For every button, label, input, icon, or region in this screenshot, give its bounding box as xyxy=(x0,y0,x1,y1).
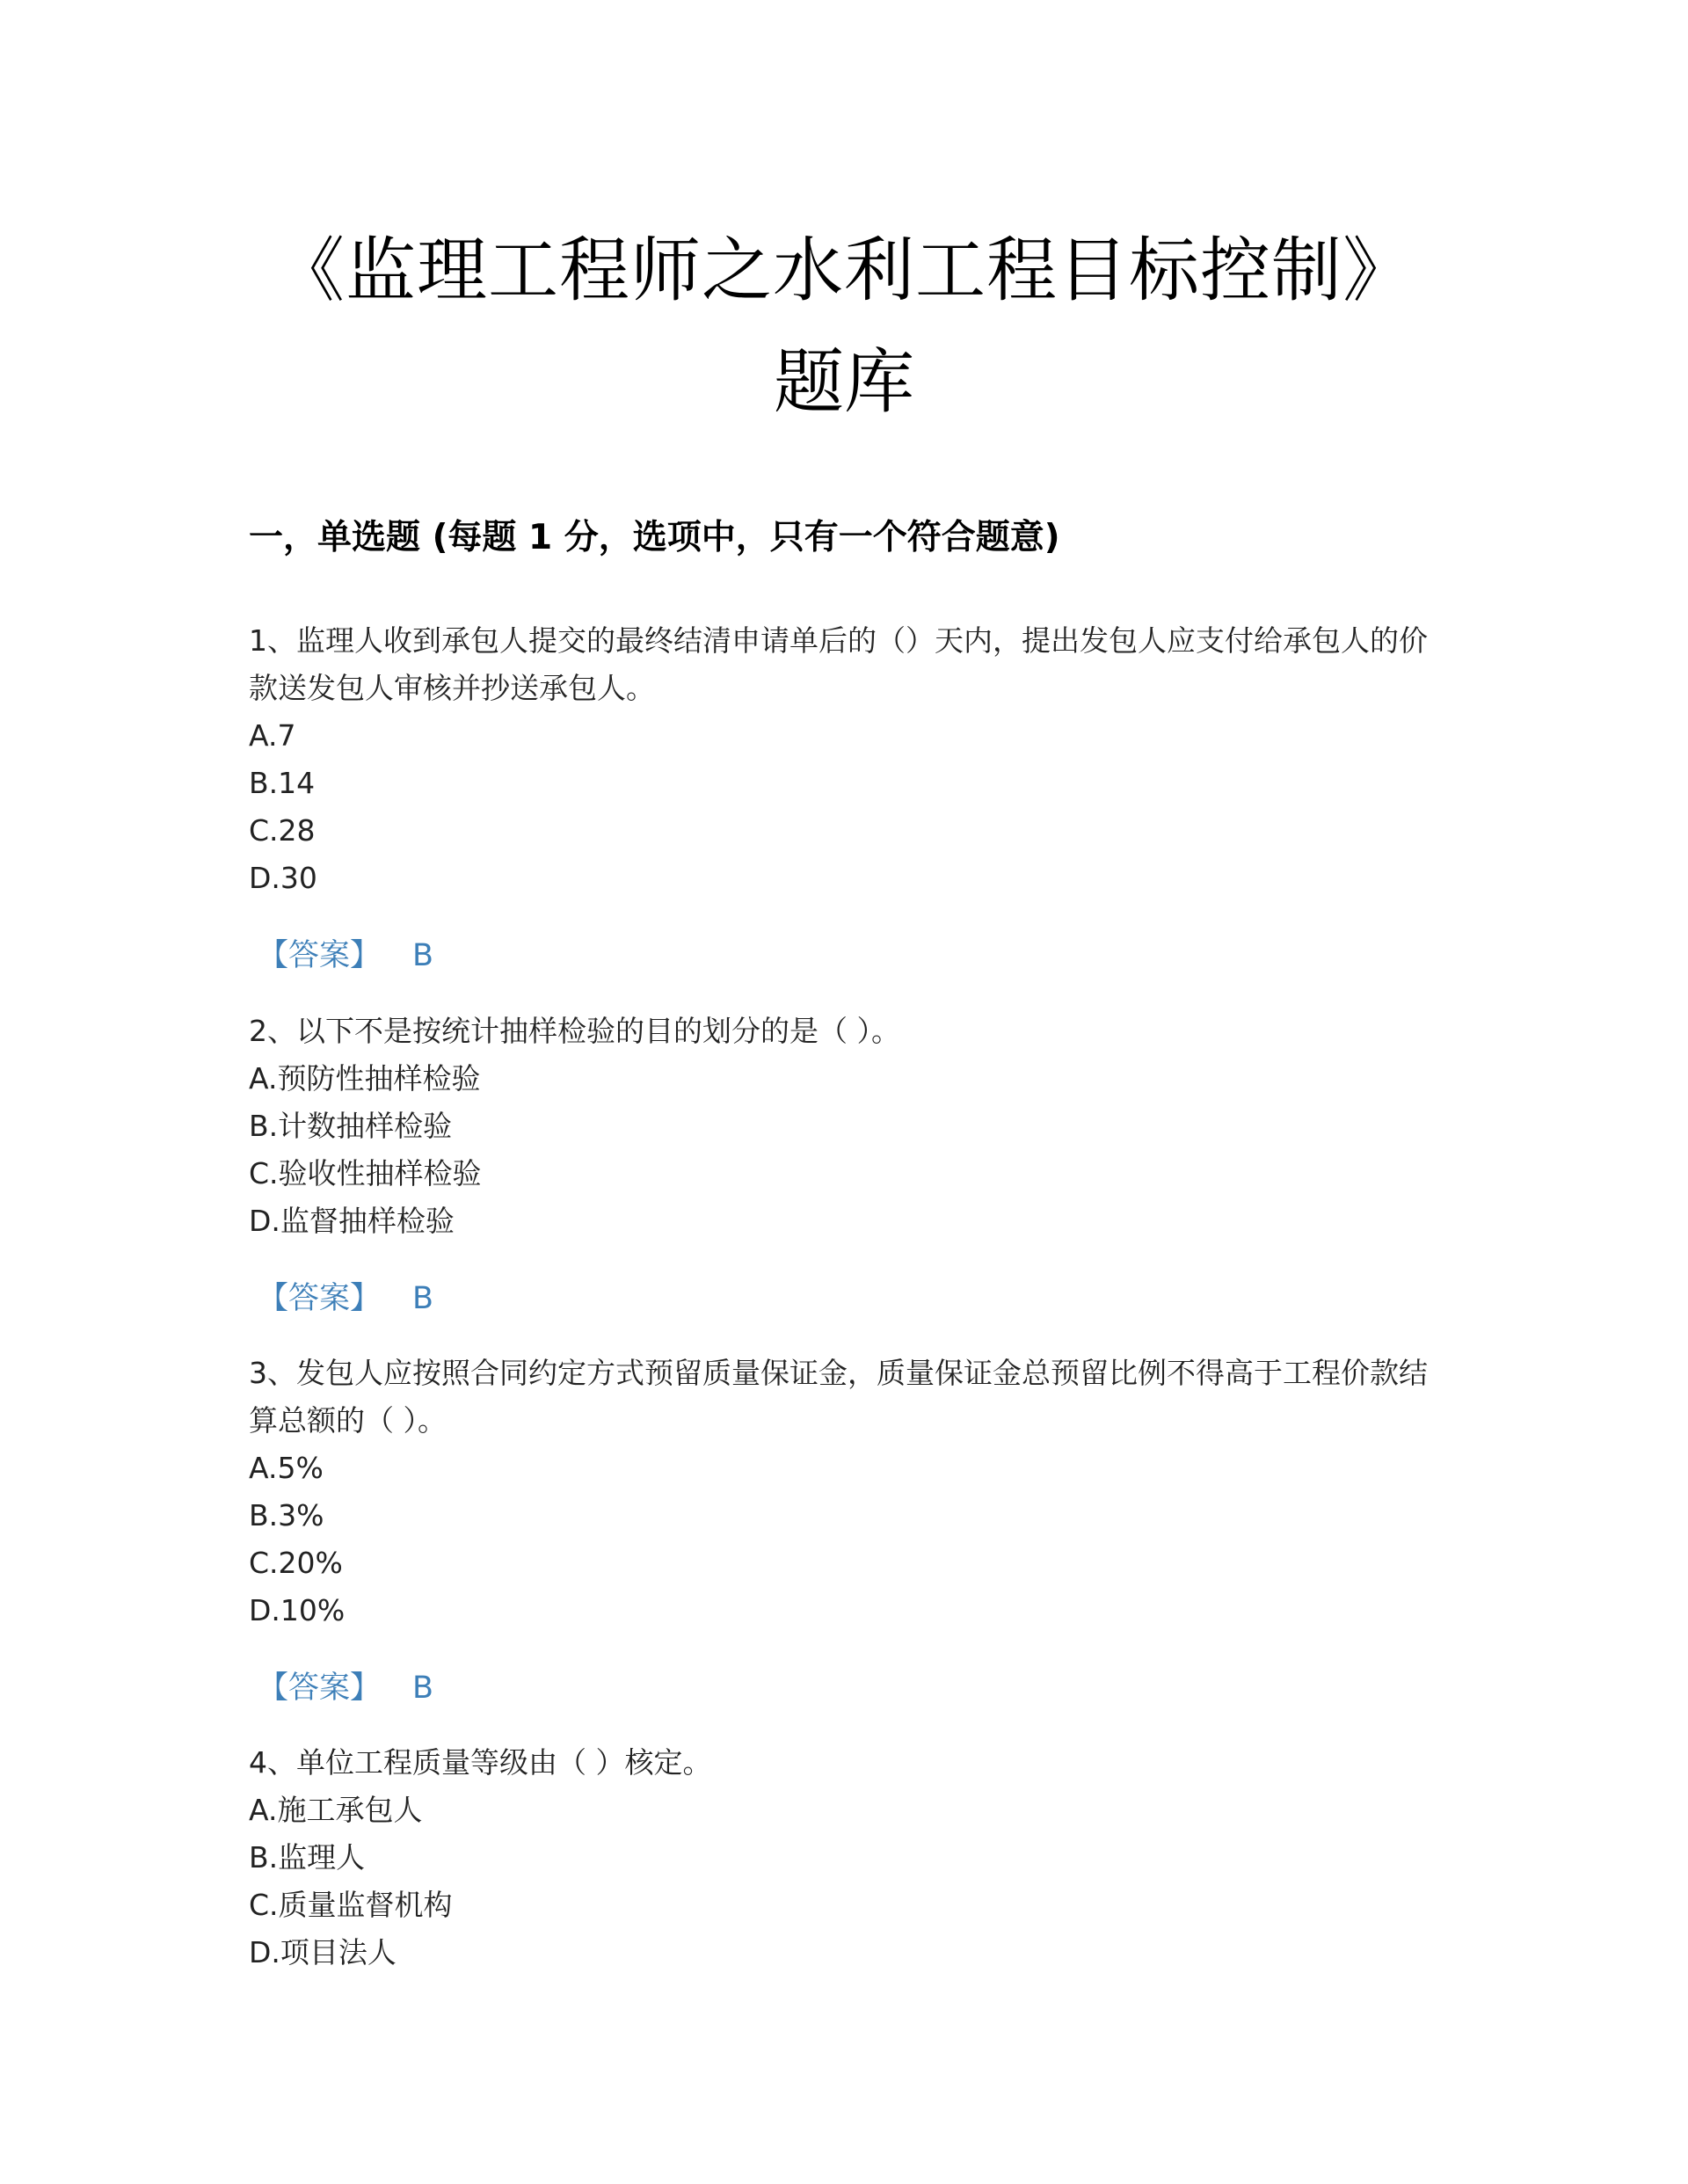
option-a: A.5% xyxy=(249,1451,324,1485)
option-b: B.3% xyxy=(249,1498,324,1532)
question-stem: 1、监理人收到承包人提交的最终结清申请单后的（）天内，提出发包人应支付给承包人的价款送发包人审核并抄送承包人。 xyxy=(249,623,1428,705)
option-c: C.质量监督机构 xyxy=(249,1888,453,1922)
option-list xyxy=(249,1445,1444,1634)
option-c: C.验收性抽样检验 xyxy=(249,1156,482,1190)
option-list xyxy=(249,712,1444,902)
option-b: B.计数抽样检验 xyxy=(249,1109,453,1143)
document-title-continued: 题库 xyxy=(774,341,914,423)
option-d: D.10% xyxy=(249,1593,346,1627)
question-stem: 3、发包人应按照合同约定方式预留质量保证金，质量保证金总预留比例不得高于工程价款结算总额的（ ）。 xyxy=(249,1356,1428,1438)
option-list xyxy=(249,1787,1444,1977)
answer-line xyxy=(249,1275,1444,1322)
answer-label: 【答案】 xyxy=(258,938,382,973)
option-d: D.30 xyxy=(249,861,317,895)
question-stem: 4、单位工程质量等级由（ ）核定。 xyxy=(249,1745,712,1780)
document-title: 《监理工程师之水利工程目标控制》 xyxy=(274,229,1414,311)
option-a: A.预防性抽样检验 xyxy=(249,1061,481,1096)
option-list xyxy=(249,1055,1444,1245)
option-b: B.14 xyxy=(249,766,316,800)
question-1 xyxy=(249,617,1444,979)
question-stem: 2、以下不是按统计抽样检验的目的划分的是（ ）。 xyxy=(249,1014,900,1048)
option-c: C.28 xyxy=(249,813,316,848)
answer-label: 【答案】 xyxy=(258,1671,382,1706)
section-heading: 一，单选题 (每题 1 分，选项中，只有一个符合题意) xyxy=(249,518,1060,557)
question-4 xyxy=(249,1739,1444,1977)
answer-label: 【答案】 xyxy=(258,1281,382,1316)
option-a: A.7 xyxy=(249,718,296,753)
option-a: A.施工承包人 xyxy=(249,1793,423,1827)
question-3 xyxy=(249,1350,1444,1712)
answer-line xyxy=(249,1664,1444,1712)
option-d: D.监督抽样检验 xyxy=(249,1204,455,1238)
answer-value: B xyxy=(412,1281,434,1316)
question-2 xyxy=(249,1008,1444,1322)
answer-line xyxy=(249,932,1444,979)
option-c: C.20% xyxy=(249,1546,343,1580)
answer-value: B xyxy=(412,1671,434,1706)
option-b: B.监理人 xyxy=(249,1840,366,1875)
option-d: D.项目法人 xyxy=(249,1935,397,1969)
answer-value: B xyxy=(412,938,434,973)
